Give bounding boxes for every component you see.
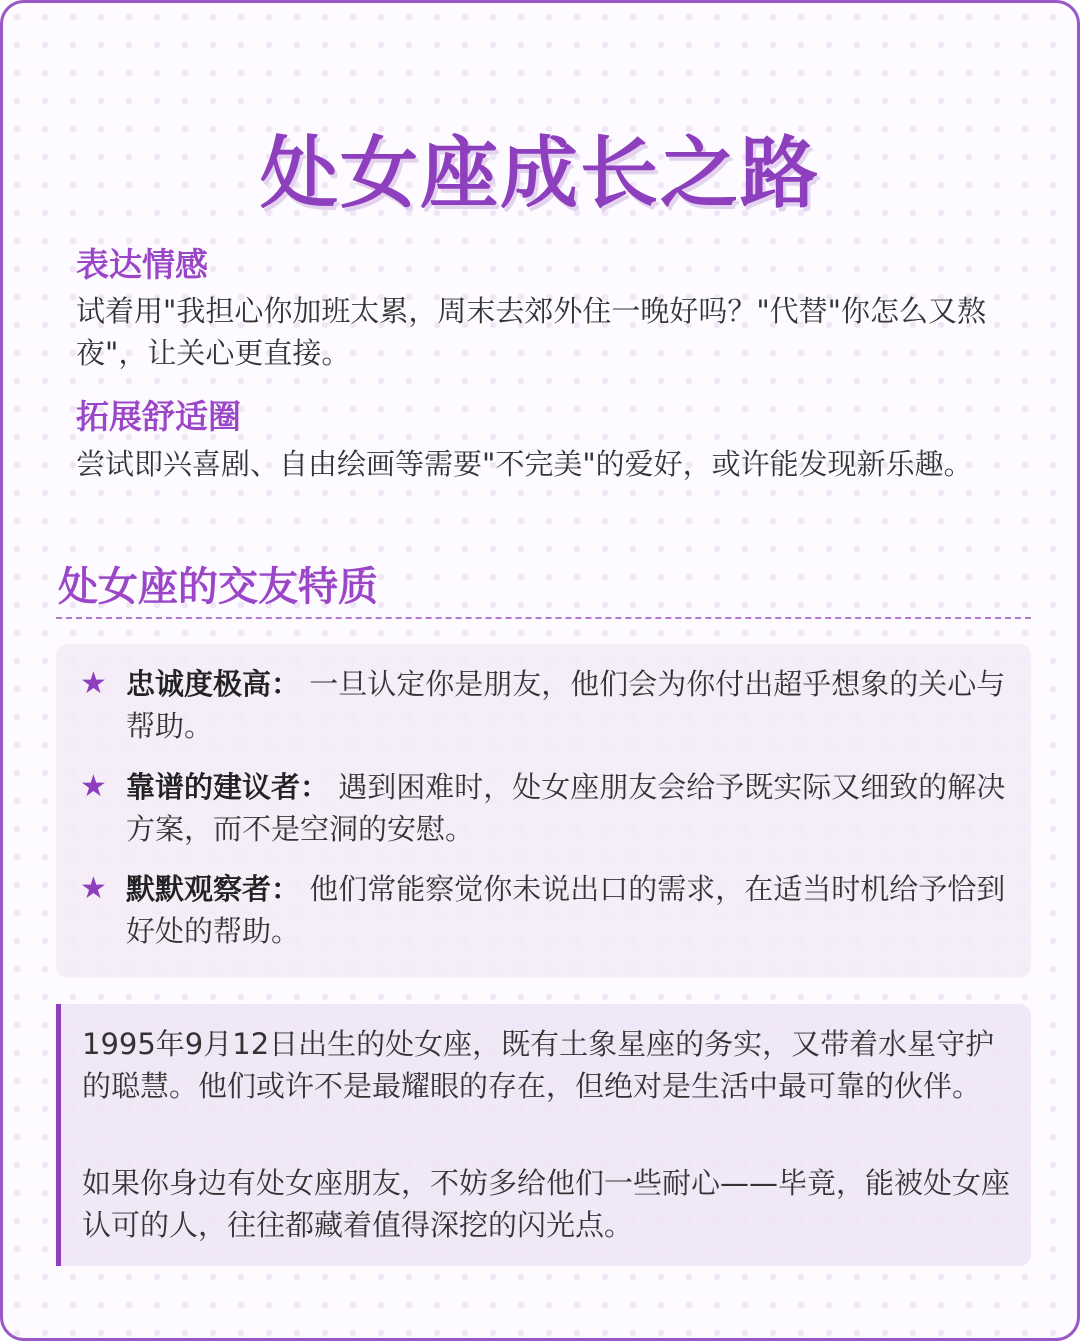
section-body-express-emotion: 试着用"我担心你加班太累，周末去郊外住一晚好吗？"代替"你怎么又熬夜"，让关心更直接。 [76,294,987,370]
dashed-divider [56,617,1031,619]
traits-list [56,644,1031,978]
trait-description: 他们常能察觉你未说出口的需求，在适当时机给予恰到好处的帮助。 [126,872,1006,948]
conclusion-paragraph: 如果你身边有处女座朋友，不妨多给他们一些耐心——毕竟，能被处女座认可的人，往往都藏着值得深挖的闪光点。 [82,1166,1011,1242]
page-title: 处女座成长之路 [259,129,820,219]
trait-text [126,663,1016,747]
star-icon: ★ [80,666,107,701]
conclusion-paragraph: 1995年9月12日出生的处女座，既有土象星座的务实，又带着水星守护的聪慧。他们或许不是最耀眼的存在，但绝对是生活中最可靠的伙伴。 [82,1027,995,1103]
star-icon: ★ [80,769,107,804]
trait-description: 遇到困难时，处女座朋友会给予既实际又细致的解决方案，而不是空洞的安慰。 [126,770,1006,846]
section-heading-express-emotion: 表达情感 [76,245,208,284]
trait-text [126,766,1016,850]
trait-label: 靠谱的建议者： [126,770,330,804]
trait-text [126,868,1016,952]
section-body-comfort-zone: 尝试即兴喜剧、自由绘画等需要"不完美"的爱好，或许能发现新乐趣。 [76,447,973,481]
trait-label: 默默观察者： [126,872,301,906]
trait-description: 一旦认定你是朋友，他们会为你付出超乎想象的关心与帮助。 [126,667,1006,743]
trait-label: 忠诚度极高： [126,667,301,701]
section-heading-comfort-zone: 拓展舒适圈 [76,397,241,436]
friendship-heading: 处女座的交友特质 [58,564,378,610]
conclusion-quote [56,1004,1031,1266]
star-icon: ★ [80,871,107,906]
